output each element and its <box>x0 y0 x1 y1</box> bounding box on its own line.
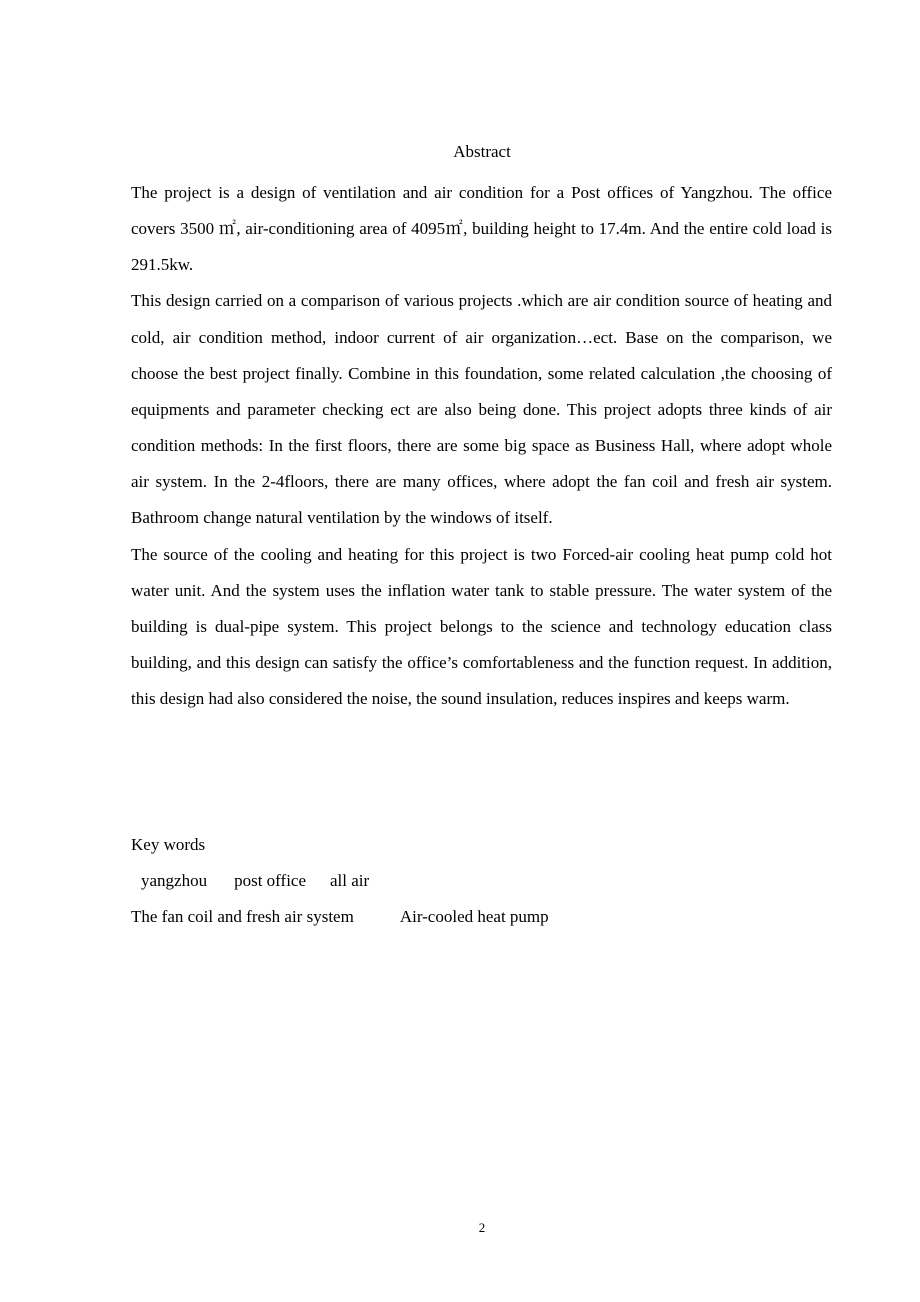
abstract-title: Abstract <box>453 142 511 161</box>
abstract-paragraph-3: The source of the cooling and heating for this project is two Forced-air cooling heat pump cold hot water unit. And the system uses the inflation water tank to stable pressure. The water system of the building is dual-pipe system. This project belongs to the science and technology education class building, and this design can satisfy the office’s comfortableness and the function request. In addition, this design had also considered the noise, the sound insulation, reduces inspires and keeps warm. <box>131 544 832 709</box>
keywords-section <box>131 827 832 935</box>
keyword-item: yangzhou <box>141 871 208 890</box>
keywords-line-1 <box>131 863 832 899</box>
keyword-item: post office <box>234 871 307 890</box>
abstract-paragraph-1: The project is a design of ventilation and air condition for a Post offices of Yangzhou. The office covers 3500 ㎡, air-conditioning area of 4095㎡, building height to 17.4m. And the entire cold load is 291.5kw. <box>131 183 832 275</box>
page-number: 2 <box>478 1220 486 1235</box>
keyword-item: Air-cooled heat pump <box>399 907 549 926</box>
abstract-body <box>131 175 832 717</box>
keywords-line-2 <box>131 899 832 935</box>
keyword-item: The fan coil and fresh air system <box>131 907 354 926</box>
abstract-paragraph-2: This design carried on a comparison of various projects .which are air condition source of heating and cold, air condition method, indoor current of air organization…ect. Base on the comparison, we choose the best project finally. Combine in this foundation, some related calculation ,the choosing of equipments and parameter checking ect are also being done. This project adopts three kinds of air condition methods: In the first floors, there are some big space as Business Hall, where adopt whole air system. In the 2-4floors, there are many offices, where adopt the fan coil and fresh air system. Bathroom change natural ventilation by the windows of itself. <box>131 291 832 528</box>
keywords-heading: Key words <box>131 835 206 854</box>
keyword-item: all air <box>330 871 370 890</box>
